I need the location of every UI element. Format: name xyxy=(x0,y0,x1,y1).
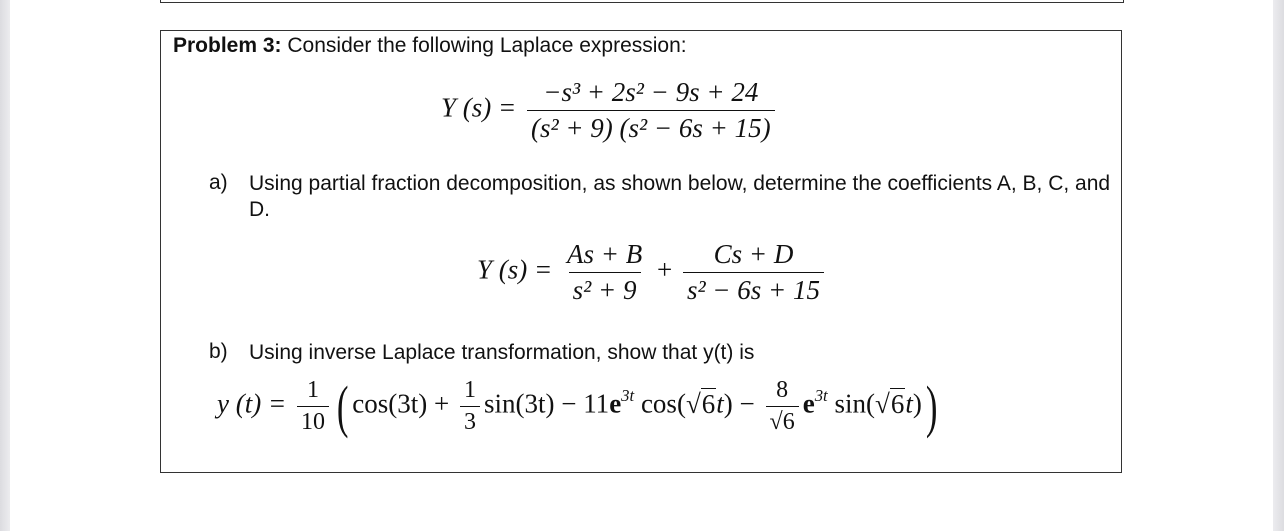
previous-problem-box-edge xyxy=(160,0,1124,3)
part-b-label: b) xyxy=(209,340,228,363)
problem-intro: Consider the following Laplace expression: xyxy=(287,34,687,57)
eq3-term1: cos(3t) + xyxy=(352,388,450,419)
sqrt-6: √6 xyxy=(685,388,716,419)
problem-label: Problem 3: xyxy=(173,34,282,57)
right-page-gutter xyxy=(1273,0,1284,531)
eq3-eight-over-root6: $\frac{8}{√6}$ xyxy=(766,377,799,436)
eq2-fraction-2 xyxy=(683,239,824,306)
left-paren: ( xyxy=(336,373,349,439)
eq2-frac2-numerator: Cs + D xyxy=(713,239,794,269)
part-a-label: a) xyxy=(209,171,228,194)
eq2-plus: + xyxy=(656,254,673,285)
left-page-gutter xyxy=(0,0,10,531)
part-b-text: Using inverse Laplace transformation, show that y(t) is xyxy=(249,341,755,364)
eq2-frac1-denominator: s² + 9 xyxy=(569,272,641,306)
eq3-coefficient: $\frac{1}{10}$ xyxy=(297,377,329,436)
eq2-frac2-denominator: s² − 6s + 15 xyxy=(683,272,824,306)
eq1-fraction xyxy=(527,77,775,144)
part-a-text: Using partial fraction decomposition, as shown below, determine the coefficients A, B, C, and D. xyxy=(249,172,1111,221)
partial-fraction-form xyxy=(477,239,828,306)
eq3-lhs: y (t) = xyxy=(217,388,287,419)
right-paren: ) xyxy=(925,373,938,439)
laplace-expression xyxy=(441,77,779,144)
eq1-numerator: −s³ + 2s² − 9s + 24 xyxy=(543,77,759,107)
eq2-fraction-1 xyxy=(563,239,646,306)
eq2-frac1-numerator: As + B xyxy=(566,239,643,269)
eq3-term2: sin(3t) − 11 xyxy=(483,388,610,419)
problem-title xyxy=(173,34,687,58)
eq2-lhs: Y (s) = xyxy=(477,254,553,285)
eq1-lhs: Y (s) = xyxy=(441,92,517,123)
time-domain-solution: y (t) = $\frac{1}{10}$ ( cos(3t) + $\frac{1}{3}$ $\sin(3t) - 11e^{3t}$ cos(√6t) − $\frac{8}{√6}$ $e^{3t}$ sin(√6t)) xyxy=(217,373,938,439)
eq1-denominator: (s² + 9) (s² − 6s + 15) xyxy=(527,110,775,144)
problem-3-box xyxy=(160,30,1122,473)
eq3-one-third: $\frac{1}{3}$ xyxy=(460,377,480,436)
